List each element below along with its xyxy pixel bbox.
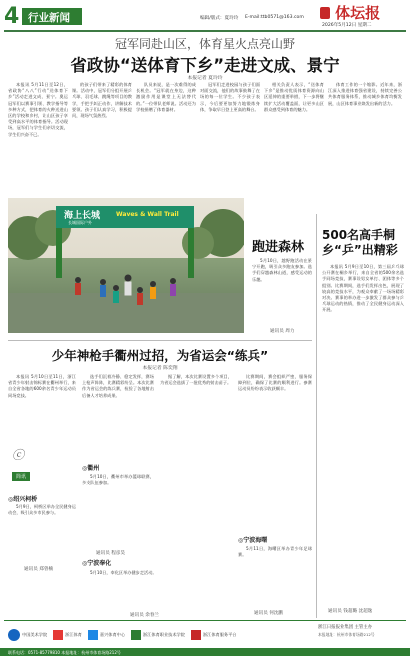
briefs-calligraphy-mark: ⓒ (12, 448, 25, 462)
brief-title-4: ◎宁波海曙 (238, 537, 268, 544)
banner-title: 海上长城 (64, 211, 101, 221)
sponsor-2: 浙江体育 (53, 630, 82, 640)
brief-text-3: 5月10日，奉化区举办健步走活动。 (90, 570, 157, 575)
pingpong-text: 本报讯 5月9日至10日，第三届乒乓球公开赛在桐乡举行，来自全省的500余名选手同场竞技，赛事设男女单打、团体等多个组别。比赛期间，选手们发挥出色，展现了较高的竞技水平，为观众奉献了一场场精彩对决。赛事的举办进一步激发了群众参与乒乓球运动的热情，推动了全民健身运动深入开展。 (322, 264, 404, 313)
sponsor-3: 嘉兴体育中心 (88, 630, 125, 640)
brief-byline-1: 通讯员 郑曾楠 (24, 567, 54, 572)
banner-logo: 长城国际户外 (68, 220, 92, 225)
brief-byline-3: 通讯员 余春兰 (130, 613, 160, 618)
youth-rule (8, 340, 312, 341)
youth-headline: 少年神枪手衢州过招，为省运会“练兵” (51, 348, 269, 363)
brief-3-icon: ◎ (82, 560, 88, 567)
sponsor-4-icon (131, 630, 141, 640)
lead-headline: 省政协“送体育下乡”走进文成、景宁 (70, 56, 340, 75)
footer-sponsors (8, 624, 308, 646)
trail-run-photo (8, 198, 244, 333)
logo-icon (320, 7, 330, 19)
brief-text-1: 5月9日，柯桥区举办全民健身运动会，吸引众多市民参与。 (8, 504, 76, 516)
pingpong-headline (322, 228, 406, 258)
email: E-mail:ttb0571@163.com (245, 15, 304, 20)
brief-4-icon: ◎ (238, 537, 244, 544)
briefs-label-block (12, 446, 62, 486)
lead-column-5: 相关负责人表示，“送体育下乡”是推动优质体育资源向山区延伸的重要举措，下一步将继续扩大活动覆盖面，让更多山区群众感受到体育的魅力。 (264, 82, 324, 112)
lead-kicker: 冠军同赴山区，体育星火点亮山野 (114, 37, 295, 51)
footer-org (318, 624, 406, 638)
footer-org-text: 浙江日报报业集团 主管主办 (318, 625, 373, 630)
run-text: 5月10日，越野跑活动在景宁开跑，吸引众多跑友参加。选手们穿越森林山道，感受运动的乐趣。 (252, 258, 312, 282)
brief-title-1: ◎绍兴柯桥 (8, 496, 38, 503)
lead-column-3: 队员来说，是一次难得的成长机会。“冠军就在身边，这种激励作用是课堂上无法替代的。”一位带队老师说。活动还为学校捐赠了体育器材。 (136, 82, 196, 112)
run-headline: 跑进森林 (252, 240, 305, 255)
youth-column-4: 比赛期间，赛会组织严密，服务保障到位，确保了比赛的顺利进行。参赛运动员纷纷表示收获颇丰。 (238, 374, 312, 392)
brief-byline-4: 通讯员 何沈鹏 (254, 611, 284, 616)
lead-column-6: 体育工作的一个缩影。近年来，浙江深入推进体育强省建设，持续完善公共体育服务体系，推动城乡体育均衡发展，山区体育事业焕发出新的活力。 (328, 82, 402, 106)
logo (320, 2, 380, 23)
sponsor-5: 浙江体育服务平台 (191, 630, 237, 640)
sponsor-1-icon (8, 629, 20, 641)
youth-column-3: 据了解，本次比赛设置多个项目，为省运会选拔了一批优秀的射击苗子。 (160, 374, 232, 386)
section-title: 行业新闻 (28, 12, 70, 24)
brief-byline-2: 通讯员 程彦昊 (96, 551, 126, 556)
lead-column-2: 的孩子们带来了精彩的体育课。活动中，冠军们分组开展乒乓球、羽毛球、跳绳等项目的教学，手把手纠正动作，讲解技术要领。孩子们认真学习，积极提问，现场气氛热烈。 (72, 82, 132, 119)
run-byline: 通讯员 周力 (270, 329, 295, 334)
lead-column-1: 本报讯 5月11日至12日，省政协“八八”行动“送体育下乡”活动走进文成、景宁。奥运冠军们以赛事引领、教学指导等多种方式，把体育的火种送进山区的学校和乡村，让山区孩子享受到高水平的体育指导。活动现场，冠军们与学生们亲切交流，学生们兴奋不已。 (8, 82, 68, 137)
brief-title-3: ◎宁波奉化 (82, 560, 112, 567)
brief-text-2: 5月10日，衢州市举办篮球联赛，多支队伍参加。 (82, 474, 154, 486)
editor-info: 编辑/版式：夏玲玲 (200, 16, 239, 21)
column-divider (316, 214, 317, 618)
footer-contact-bar (0, 648, 410, 656)
pingpong-headline-text: 500名高手桐乡“乒”出精彩 (322, 228, 398, 257)
briefs-label: 简讯 (12, 472, 30, 481)
pingpong-byline: 通讯员 钱超璐 沈超逸 (328, 609, 373, 614)
logo-text: 体坛报 (335, 4, 381, 22)
footer-address: 本报地址：杭州市体育场路212号 (318, 632, 375, 637)
brief-1-icon: ◎ (8, 496, 14, 503)
brief-text-4: 5月11日，海曙区举办青少年足球赛。 (238, 546, 312, 558)
sponsor-3-icon (88, 630, 98, 640)
youth-byline: 本报记者 陈奕翔 (142, 366, 178, 371)
brief-2-icon: ◎ (82, 465, 88, 472)
youth-column-1: 本报讯 5月10日至11日，浙江省青少年射击锦标赛在衢州举行，来自全省各地的600余名青少年运动员同场竞技。 (8, 374, 76, 398)
sponsor-2-icon (53, 630, 63, 640)
page-header (0, 0, 410, 30)
section-tab (22, 8, 82, 25)
sponsor-1: 中国美术学院 (8, 629, 47, 641)
banner-subtitle: Waves & Wall Trail (116, 211, 179, 218)
lead-column-4: 冠军们走进校园与孩子们面对面交流，他们的故事鼓舞了在场的每一位学生。不少孩子表示，今后要更加努力地锻炼身体，争取早日登上更高的舞台。 (200, 82, 260, 112)
sponsor-5-icon (191, 630, 201, 640)
date-line: 2026年5月12日 星期二 (322, 23, 372, 28)
footer-rule (4, 620, 406, 621)
footer-contact: 联系电话：0571-85779810 本报地址：杭州市体育场路212号 (8, 649, 121, 655)
trail-run-image (8, 198, 244, 333)
header-rule (4, 30, 406, 32)
youth-column-2: 选手们沉着冷静、稳定发挥，赛场上枪声阵阵，比赛精彩纷呈。本次比赛作为省运会的练兵赛，检验了各地射击后备人才培养成果。 (82, 374, 154, 398)
sponsor-4: 浙江体育职业技术学院 (131, 630, 185, 640)
brief-title-2: ◎衢州 (82, 465, 100, 472)
page-number: 4 (4, 4, 20, 29)
lead-byline: 本报记者 夏玲玲 (187, 76, 223, 81)
